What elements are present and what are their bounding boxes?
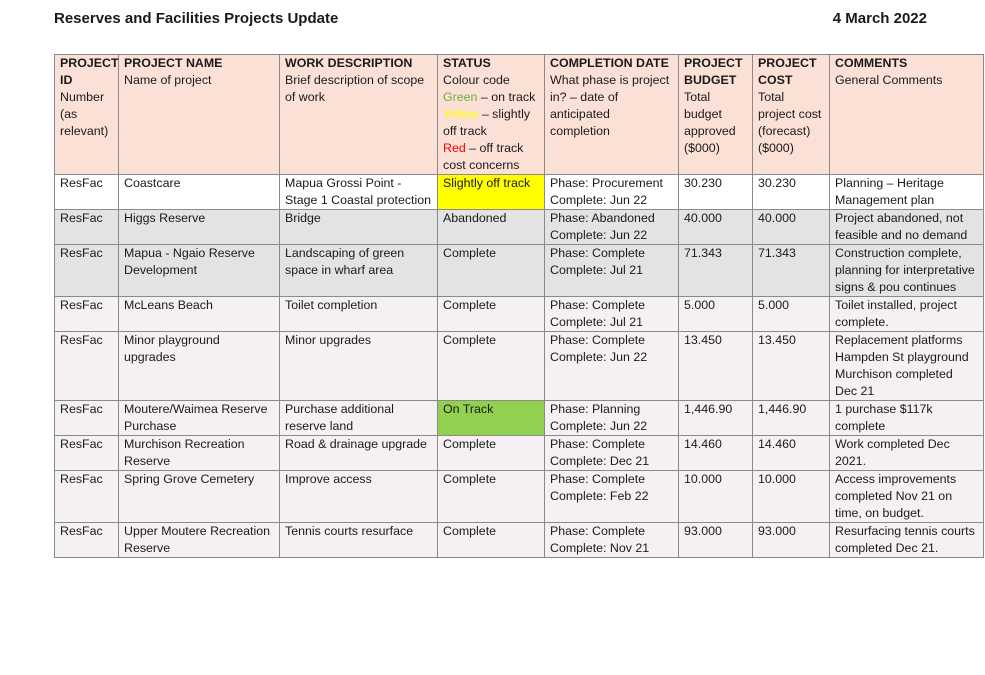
cell-completion-date	[545, 210, 679, 245]
cell-completion-date	[545, 401, 679, 436]
header-title: PROJECT NAME	[124, 56, 223, 70]
complete-text: Complete: Jun 22	[550, 419, 648, 433]
phase-text: Phase: Complete	[550, 524, 646, 538]
cell-completion-date	[545, 245, 679, 297]
header-title: STATUS	[443, 56, 491, 70]
cell-work-description: Landscaping of green space in wharf area	[280, 245, 438, 297]
cell-comments: 1 purchase $117k complete	[830, 401, 984, 436]
cell-comments: Construction complete, planning for interpretative signs & pou continues	[830, 245, 984, 297]
table-row	[55, 332, 984, 401]
complete-text: Complete: Nov 21	[550, 541, 650, 555]
header-description: General Comments	[835, 73, 943, 87]
header-comments	[830, 55, 984, 175]
cell-budget: 1,446.90	[679, 401, 753, 436]
cell-project-id: ResFac	[55, 471, 119, 523]
cell-status: Complete	[438, 332, 545, 401]
table-row	[55, 175, 984, 210]
cell-project-name: Murchison Recreation Reserve	[119, 436, 280, 471]
cell-project-name: Coastcare	[119, 175, 280, 210]
cell-cost: 93.000	[753, 523, 830, 558]
cell-status: Complete	[438, 436, 545, 471]
cell-status: On Track	[438, 401, 545, 436]
cell-completion-date	[545, 471, 679, 523]
phase-text: Phase: Complete	[550, 298, 646, 312]
cell-project-name: McLeans Beach	[119, 297, 280, 332]
cell-comments: Toilet installed, project complete.	[830, 297, 984, 332]
header-status	[438, 55, 545, 175]
header-title: COMPLETION DATE	[550, 56, 669, 70]
cell-comments: Resurfacing tennis courts completed Dec 21.	[830, 523, 984, 558]
cell-project-id: ResFac	[55, 523, 119, 558]
cell-work-description: Bridge	[280, 210, 438, 245]
cell-project-id: ResFac	[55, 245, 119, 297]
cell-budget: 40.000	[679, 210, 753, 245]
cell-cost: 71.343	[753, 245, 830, 297]
complete-text: Complete: Jun 22	[550, 228, 648, 242]
header-description: Name of project	[124, 73, 212, 87]
cell-cost: 40.000	[753, 210, 830, 245]
cell-status: Complete	[438, 245, 545, 297]
cell-project-id: ResFac	[55, 401, 119, 436]
header-title: COMMENTS	[835, 56, 908, 70]
table-row	[55, 297, 984, 332]
cell-cost: 14.460	[753, 436, 830, 471]
header-project-cost	[753, 55, 830, 175]
phase-text: Phase: Complete	[550, 333, 646, 347]
header-title: WORK DESCRIPTION	[285, 56, 413, 70]
header-title: PROJECT COST	[758, 56, 817, 87]
cell-cost: 5.000	[753, 297, 830, 332]
cell-project-name: Higgs Reserve	[119, 210, 280, 245]
document-date: 4 March 2022	[832, 10, 927, 27]
complete-text: Complete: Jun 22	[550, 193, 648, 207]
cell-completion-date	[545, 297, 679, 332]
legend-green-word: Green	[443, 90, 478, 104]
cell-comments: Access improvements completed Nov 21 on time, on budget.	[830, 471, 984, 523]
header-description: What phase is project in? – date of anticipated completion	[550, 73, 670, 138]
cell-work-description: Tennis courts resurface	[280, 523, 438, 558]
header-title: PROJECT ID	[60, 56, 119, 87]
table-header-row	[55, 55, 984, 175]
cell-cost: 1,446.90	[753, 401, 830, 436]
cell-budget: 13.450	[679, 332, 753, 401]
cell-comments: Project abandoned, not feasible and no demand	[830, 210, 984, 245]
cell-cost: 13.450	[753, 332, 830, 401]
header-project-budget	[679, 55, 753, 175]
cell-comments: Planning – Heritage Management plan	[830, 175, 984, 210]
cell-budget: 93.000	[679, 523, 753, 558]
cell-project-id: ResFac	[55, 210, 119, 245]
table-row	[55, 401, 984, 436]
phase-text: Phase: Complete	[550, 472, 646, 486]
cell-completion-date	[545, 523, 679, 558]
header-description: Colour code	[443, 73, 510, 87]
cell-project-name: Minor playground upgrades	[119, 332, 280, 401]
cell-comments: Replacement platforms Hampden St playground Murchison completed Dec 21	[830, 332, 984, 401]
phase-text: Phase: Complete	[550, 246, 646, 260]
document-title: Reserves and Facilities Projects Update	[54, 10, 339, 27]
cell-work-description: Road & drainage upgrade	[280, 436, 438, 471]
legend-red-word: Red	[443, 141, 466, 155]
header-description: Brief description of scope of work	[285, 73, 425, 104]
legend-green	[443, 89, 539, 106]
table-row	[55, 245, 984, 297]
phase-text: Phase: Abandoned	[550, 211, 655, 225]
projects-table	[54, 54, 984, 558]
complete-text: Complete: Dec 21	[550, 454, 650, 468]
cell-budget: 10.000	[679, 471, 753, 523]
legend-red	[443, 140, 539, 174]
header-description: Number (as relevant)	[60, 90, 109, 138]
cell-status: Slightly off track	[438, 175, 545, 210]
cell-work-description: Purchase additional reserve land	[280, 401, 438, 436]
cell-project-name: Moutere/Waimea Reserve Purchase	[119, 401, 280, 436]
cell-work-description: Toilet completion	[280, 297, 438, 332]
header-description: Total project cost (forecast) ($000)	[758, 90, 822, 155]
cell-status: Complete	[438, 297, 545, 332]
complete-text: Complete: Jul 21	[550, 315, 643, 329]
table-row	[55, 523, 984, 558]
cell-budget: 14.460	[679, 436, 753, 471]
header-completion-date	[545, 55, 679, 175]
cell-completion-date	[545, 332, 679, 401]
cell-project-name: Upper Moutere Recreation Reserve	[119, 523, 280, 558]
cell-completion-date	[545, 436, 679, 471]
legend-green-text: – on track	[477, 90, 536, 104]
cell-budget: 5.000	[679, 297, 753, 332]
cell-project-name: Mapua - Ngaio Reserve Development	[119, 245, 280, 297]
header-title: PROJECT BUDGET	[684, 56, 743, 87]
header-project-name	[119, 55, 280, 175]
cell-project-name: Spring Grove Cemetery	[119, 471, 280, 523]
header-work-description	[280, 55, 438, 175]
phase-text: Phase: Planning	[550, 402, 641, 416]
cell-status: Complete	[438, 523, 545, 558]
cell-comments: Work completed Dec 2021.	[830, 436, 984, 471]
cell-work-description: Improve access	[280, 471, 438, 523]
cell-status: Complete	[438, 471, 545, 523]
cell-project-id: ResFac	[55, 436, 119, 471]
cell-budget: 30.230	[679, 175, 753, 210]
cell-project-id: ResFac	[55, 332, 119, 401]
cell-work-description: Mapua Grossi Point - Stage 1 Coastal protection	[280, 175, 438, 210]
table-row	[55, 436, 984, 471]
cell-cost: 30.230	[753, 175, 830, 210]
cell-project-id: ResFac	[55, 297, 119, 332]
cell-cost: 10.000	[753, 471, 830, 523]
legend-yellow-text: – slightly off track	[443, 107, 531, 138]
cell-project-id: ResFac	[55, 175, 119, 210]
legend-yellow	[443, 106, 539, 140]
header-project-id	[55, 55, 119, 175]
complete-text: Complete: Feb 22	[550, 489, 649, 503]
phase-text: Phase: Procurement	[550, 176, 663, 190]
table-row	[55, 471, 984, 523]
cell-work-description: Minor upgrades	[280, 332, 438, 401]
cell-completion-date	[545, 175, 679, 210]
phase-text: Phase: Complete	[550, 437, 646, 451]
legend-red-text: – off track cost concerns	[443, 141, 524, 172]
legend-yellow-word: Yellow	[443, 107, 479, 121]
cell-budget: 71.343	[679, 245, 753, 297]
complete-text: Complete: Jun 22	[550, 350, 648, 364]
header-description: Total budget approved ($000)	[684, 90, 736, 155]
table-row	[55, 210, 984, 245]
complete-text: Complete: Jul 21	[550, 263, 643, 277]
cell-status: Abandoned	[438, 210, 545, 245]
